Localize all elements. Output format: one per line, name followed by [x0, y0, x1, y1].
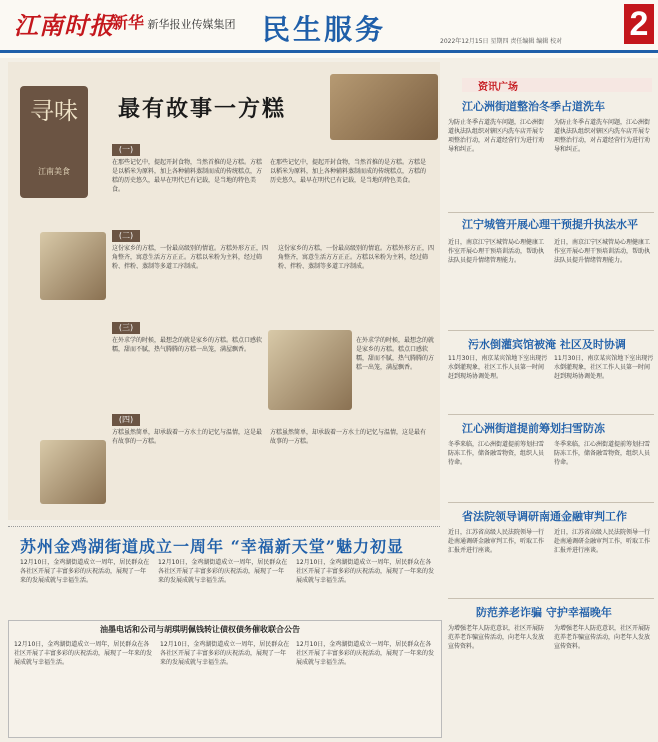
hero-photo [330, 74, 438, 140]
dateline: 2022年12月15日 星期四 责任编辑 编辑 校对 [440, 38, 563, 45]
paper-logo: 江南时报 [14, 11, 114, 40]
news-divider-4 [448, 502, 654, 503]
news-divider-2 [448, 330, 654, 331]
section-tag-2: (二) [112, 230, 140, 242]
legal-notice [8, 620, 442, 738]
column-logo-subtitle: 江南美食 [38, 167, 70, 176]
news-title-3: 污水倒灌宾馆被淹 社区及时协调 [468, 338, 626, 351]
news-body-6b: 为增强老年人防范意识，社区开展防范养老诈骗宣传活动，向老年人发放宣传资料。 [554, 625, 651, 650]
column-logo-text: 寻味 [30, 97, 78, 125]
group-name: 新华报业传媒集团 [147, 18, 236, 31]
legal-notice-col-2: 12月10日，金鸡湖街道成立一周年，居民群众在各社区开展了丰富多彩的庆祝活动，展现了一年来的发展成就与幸福生活。 [160, 641, 290, 666]
article-headline: 苏州金鸡湖街道成立一周年 “幸福新天堂”魅力初显 [20, 537, 404, 556]
news-divider-5 [448, 598, 654, 599]
article-col-3: 12月10日，金鸡湖街道成立一周年，居民群众在各社区开展了丰富多彩的庆祝活动，展现了一年来的发展成就与幸福生活。 [296, 559, 435, 584]
news-title-5: 省法院领导调研南通金融审判工作 [462, 510, 627, 523]
news-body-3b: 11月30日，南京某宾馆地下室出现污水倒灌现象，社区工作人员第一时间赶到现场协调处理。 [554, 355, 654, 380]
paragraph-4: 方糕虽然简单，却承载着一方水土的记忆与温情，这是最有故事的一方糕。 [112, 429, 263, 445]
paragraph-1b: 在那些记忆中，提起开封食物，当然首推的是方糕。方糕是以稻米为原料，加上各种辅料蒸制而成的传统糕点，方糕的历史悠久，最早在明代已有记载，是当地的特色美食。 [270, 159, 427, 184]
group-logo-mark: 新华 [112, 13, 145, 32]
paragraph-4b: 方糕虽然简单，却承载着一方水土的记忆与温情，这是最有故事的一方糕。 [270, 429, 427, 445]
legal-notice-col-3: 12月10日，金鸡湖街道成立一周年，居民群众在各社区开展了丰富多彩的庆祝活动，展现了一年来的发展成就与幸福生活。 [296, 641, 435, 666]
paragraph-2: 这份家乡的方糕，一份最高级别的情谊。方糕外形方正，四角整齐，寓意生活方方正正。方糕以米粉为主料，经过筛粉、拌粉、蒸制等多道工序制成。 [112, 245, 269, 270]
section-tag-4: (四) [112, 414, 140, 426]
news-divider-3 [448, 414, 654, 415]
article-col-2: 12月10日，金鸡湖街道成立一周年，居民群众在各社区开展了丰富多彩的庆祝活动，展现了一年来的发展成就与幸福生活。 [158, 559, 288, 584]
paragraph-1: 在那些记忆中，提起开封食物，当然首推的是方糕。方糕是以稻米为原料，加上各种辅料蒸制而成的传统糕点，方糕的历史悠久，最早在明代已有记载，是当地的特色美食。 [112, 159, 263, 193]
paragraph-3b: 在外求学的时候，最想念的就是家乡的方糕。糕点口感软糯，甜而不腻，热气腾腾的方糕一出笼，满屋飘香。 [356, 337, 435, 371]
news-body-3a: 11月30日，南京某宾馆地下室出现污水倒灌现象，社区工作人员第一时间赶到现场协调处理。 [448, 355, 548, 380]
section-tag-3: (三) [112, 322, 140, 334]
news-title-2: 江宁城管开展心理干预提升执法水平 [462, 218, 638, 231]
news-body-4a: 冬季来临，江心洲街道提前筹划扫雪防冻工作，储备融雪物资，组织人员待命。 [448, 441, 545, 466]
news-divider-1 [448, 212, 654, 213]
news-body-5a: 近日，江苏省高级人民法院领导一行赴南通调研金融审判工作，听取工作汇报并进行座谈。 [448, 529, 545, 554]
feature-headline: 最有故事一方糕 [118, 96, 287, 122]
news-body-1b: 为防止冬季占道洗车问题，江心洲街道执法队组织对辖区内洗车店开展专项整治行动，对占道经营行为进行劝导和纠正。 [554, 119, 651, 153]
news-title-6: 防范养老诈骗 守护幸福晚年 [476, 606, 612, 619]
brand-tag: 资讯广场 [478, 82, 518, 93]
masthead-rule [0, 50, 658, 53]
news-body-5b: 近日，江苏省高级人民法院领导一行赴南通调研金融审判工作，听取工作汇报并进行座谈。 [554, 529, 651, 554]
group-logo [112, 10, 236, 33]
dish-photo-3 [40, 440, 106, 504]
divider [8, 526, 440, 528]
legal-notice-col-1: 12月10日，金鸡湖街道成立一周年，居民群众在各社区开展了丰富多彩的庆祝活动，展现了一年来的发展成就与幸福生活。 [14, 641, 153, 666]
dish-photo-1 [40, 232, 106, 300]
news-body-6a: 为增强老年人防范意识，社区开展防范养老诈骗宣传活动，向老年人发放宣传资料。 [448, 625, 545, 650]
news-body-1a: 为防止冬季占道洗车问题，江心洲街道执法队组织对辖区内洗车店开展专项整治行动，对占道经营行为进行劝导和纠正。 [448, 119, 545, 153]
news-body-2a: 近日，南京江宁区城管局心理健康工作室开展心理干预培训活动，帮助执法队员提升情绪管理能力。 [448, 239, 545, 264]
article-col-1: 12月10日，金鸡湖街道成立一周年，居民群众在各社区开展了丰富多彩的庆祝活动，展现了一年来的发展成就与幸福生活。 [20, 559, 150, 584]
news-title-4: 江心洲街道提前筹划扫雪防冻 [462, 422, 605, 435]
news-body-4b: 冬季来临，江心洲街道提前筹划扫雪防冻工作，储备融雪物资，组织人员待命。 [554, 441, 651, 466]
paragraph-3: 在外求学的时候，最想念的就是家乡的方糕。糕点口感软糯，甜而不腻，热气腾腾的方糕一出笼，满屋飘香。 [112, 337, 263, 353]
page-number: 2 [624, 4, 654, 44]
paragraph-2b: 这份家乡的方糕，一份最高级别的情谊。方糕外形方正，四角整齐，寓意生活方方正正。方糕以米粉为主料，经过筛粉、拌粉、蒸制等多道工序制成。 [278, 245, 435, 270]
news-title-1: 江心洲街道整治冬季占道洗车 [462, 100, 605, 113]
news-body-2b: 近日，南京江宁区城管局心理健康工作室开展心理干预培训活动，帮助执法队员提升情绪管理能力。 [554, 239, 651, 264]
legal-notice-title: 油墨电话和公司与胡琪明佩钱转让债权债务催收联合公告 [100, 625, 300, 634]
section-title: 民生服务 [262, 13, 387, 46]
section-tag-1: (一) [112, 144, 140, 156]
dish-photo-2 [268, 330, 352, 410]
